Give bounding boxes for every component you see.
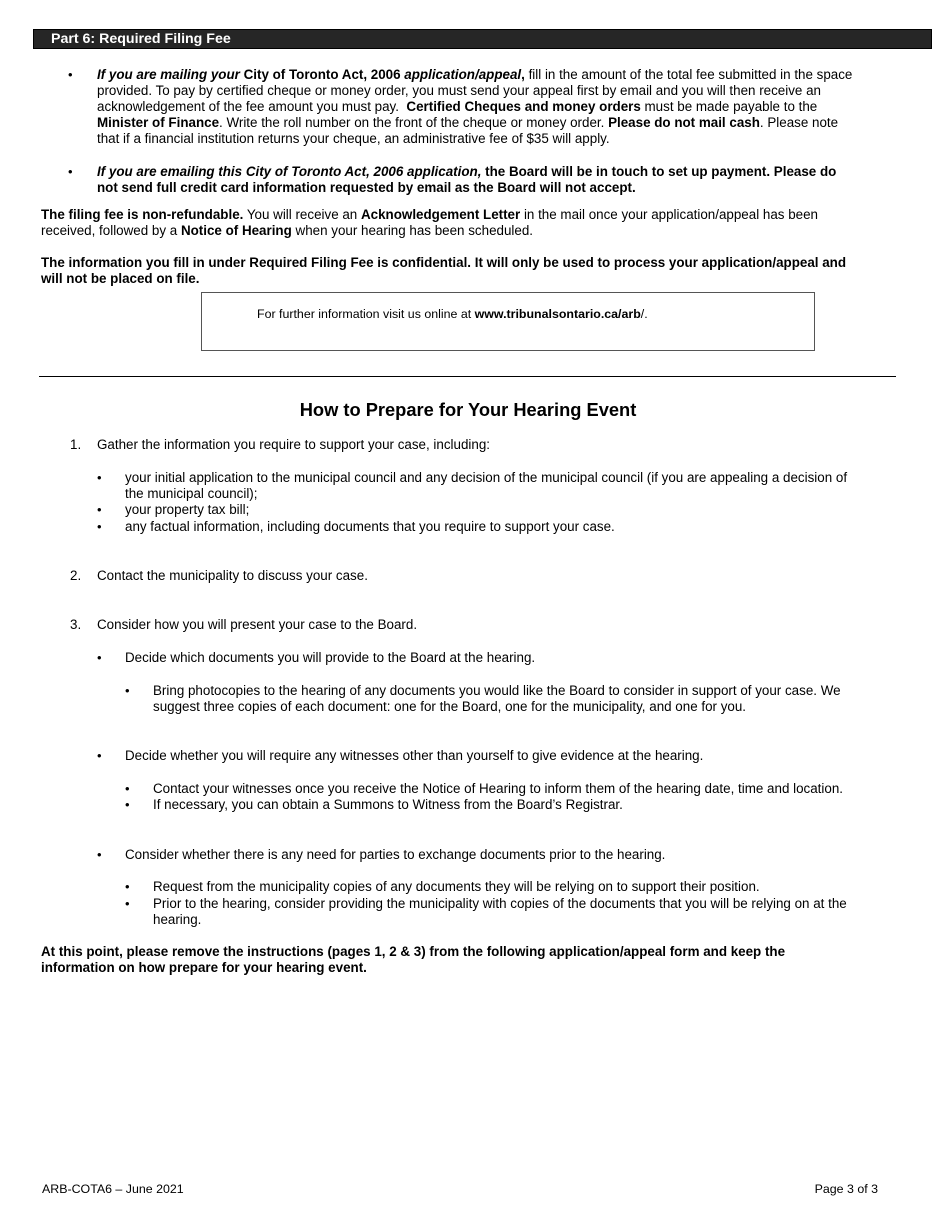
step-3-request-copies: Request from the municipality copies of any documents they will be relying on to support their position. <box>153 879 760 894</box>
step-3-provide-copies: Prior to the hearing, consider providing the municipality with copies of the documents that you will be relying on at the hearing. <box>153 896 847 927</box>
step-3-exchange: Consider whether there is any need for parties to exchange documents prior to the hearing. <box>125 847 666 862</box>
confidential-paragraph: The information you fill in under Required Filing Fee is confidential. It will only be used to process your application/appeal and will not be placed on file. <box>41 255 847 286</box>
bullet-marker: • <box>125 797 130 812</box>
step-1-bullet-factual-info: any factual information, including documents that you require to support your case. <box>125 519 615 534</box>
step-3-witnesses: Decide whether you will require any witnesses other than yourself to give evidence at the hearing. <box>125 748 704 763</box>
bullet-marker: • <box>97 519 102 534</box>
bullet-marker: • <box>97 847 102 862</box>
step-3-summons: If necessary, you can obtain a Summons to Witness from the Board’s Registrar. <box>153 797 623 812</box>
non-refundable-paragraph: The filing fee is non-refundable. You will receive an Acknowledgement Letter in the mail once your application/appeal has been received, followed by a Notice of Hearing when your hearing has been scheduled. <box>41 207 818 238</box>
info-box <box>201 292 815 351</box>
footer-page-number: Page 3 of 3 <box>814 1182 878 1196</box>
step-number: 3. <box>70 617 82 632</box>
mailing-fee-paragraph: If you are mailing your City of Toronto Act, 2006 application/appeal, fill in the amount of the total fee submitted in the space provided. To pay by certified cheque or money order, you must send your appeal first by email and you will then receive an acknowledgement of the fee amount you must pay. Certified Cheques and money orders must be made payable to the Minister of Finance. Write the roll number on the front of the cheque or money order. Please do not mail cash. Please note that if a financial institution returns your cheque, an administrative fee of $35 will apply. <box>97 67 853 146</box>
bullet-marker: • <box>68 67 73 82</box>
footer-form-id: ARB-COTA6 – June 2021 <box>42 1182 184 1196</box>
section-divider <box>39 376 896 377</box>
step-3-contact-witnesses: Contact your witnesses once you receive the Notice of Hearing to inform them of the hearing date, time and location. <box>153 781 843 796</box>
step-3-text: Consider how you will present your case to the Board. <box>97 617 418 632</box>
step-2-text: Contact the municipality to discuss your case. <box>97 568 368 583</box>
bullet-marker: • <box>97 748 102 763</box>
bullet-marker: • <box>97 502 102 517</box>
step-1-bullet-application: your initial application to the municipal council and any decision of the municipal council (if you are appealing a decision of the municipal council); <box>125 470 848 501</box>
step-3-documents: Decide which documents you will provide to the Board at the hearing. <box>125 650 536 665</box>
bullet-marker: • <box>125 683 130 698</box>
section-title: How to Prepare for Your Hearing Event <box>299 399 637 420</box>
bullet-marker: • <box>68 164 73 179</box>
closing-paragraph: At this point, please remove the instructions (pages 1, 2 & 3) from the following application/appeal form and keep the information on how prepare for your hearing event. <box>41 944 786 975</box>
bullet-marker: • <box>125 896 130 911</box>
part-6-header: Part 6: Required Filing Fee <box>33 29 932 49</box>
info-box-text: For further information visit us online at www.tribunalsontario.ca/arb/. <box>257 307 648 321</box>
step-1-bullet-tax-bill: your property tax bill; <box>125 502 250 517</box>
emailing-fee-paragraph: If you are emailing this City of Toronto Act, 2006 application, the Board will be in touch to set up payment. Please do not send full credit card information requested by email as the Board will not accept. <box>97 164 837 195</box>
step-number: 2. <box>70 568 82 583</box>
step-1-text: Gather the information you require to support your case, including: <box>97 437 491 452</box>
step-number: 1. <box>70 437 82 452</box>
website-link[interactable]: www.tribunalsontario.ca/arb <box>474 307 641 321</box>
step-3-photocopies: Bring photocopies to the hearing of any documents you would like the Board to consider in support of your case. We suggest three copies of each document: one for the Board, one for the municipality, and one for you. <box>153 683 841 714</box>
bullet-marker: • <box>125 879 130 894</box>
bullet-marker: • <box>125 781 130 796</box>
bullet-marker: • <box>97 470 102 485</box>
bullet-marker: • <box>97 650 102 665</box>
